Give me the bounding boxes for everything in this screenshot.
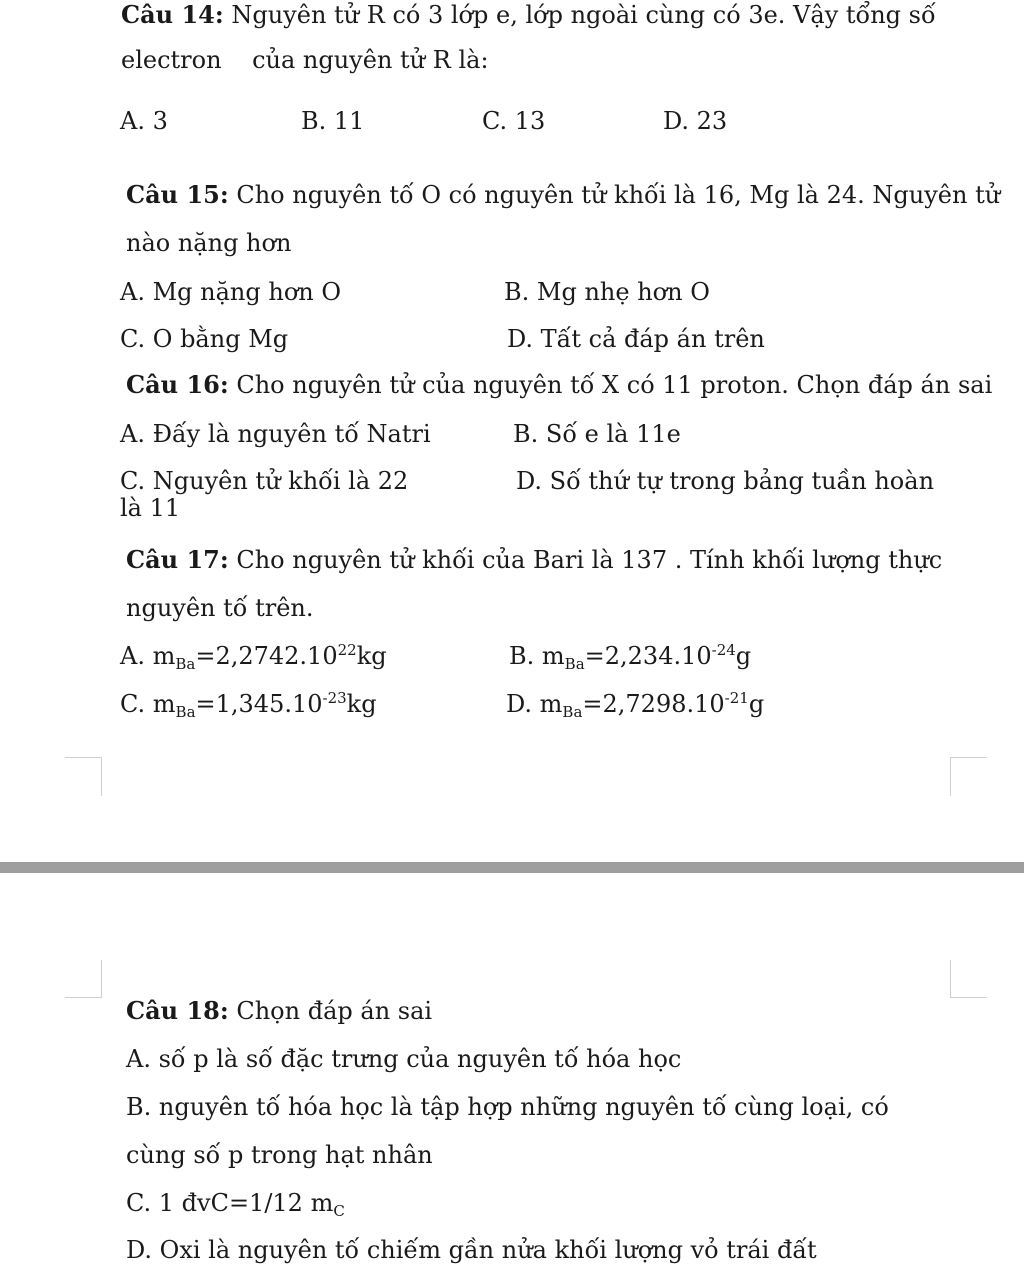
question-18-line-1 — [126, 996, 432, 1026]
question-14-line-1 — [121, 0, 936, 30]
margin-corner-marker — [950, 757, 987, 796]
question-18-option-d: D. Oxi là nguyên tố chiếm gần nửa khối lượng vỏ trái đất — [126, 1236, 817, 1264]
document-page-2 — [0, 873, 1024, 1280]
question-14-label: Câu 14: — [121, 0, 224, 29]
question-14-text: Nguyên tử R có 3 lớp e, lớp ngoài cùng có 3e. Vậy tổng số — [231, 1, 936, 29]
question-17-line-1 — [126, 545, 942, 575]
question-16-line-1 — [126, 370, 992, 400]
question-15-text: Cho nguyên tố O có nguyên tử khối là 16, Mg là 24. Nguyên tử — [236, 181, 1001, 209]
question-18-option-b-continuation: cùng số p trong hạt nhân — [126, 1141, 433, 1169]
question-15-option-d: D. Tất cả đáp án trên — [507, 325, 765, 353]
question-16-option-b: B. Số e là 11e — [513, 420, 681, 448]
page-separator — [0, 862, 1024, 873]
question-14-option-c: C. 13 — [482, 107, 546, 135]
margin-corner-marker — [65, 757, 102, 796]
question-16-option-a: A. Đấy là nguyên tố Natri — [120, 420, 431, 448]
margin-corner-marker — [65, 960, 102, 998]
question-16-option-c: C. Nguyên tử khối là 22 — [120, 467, 409, 495]
question-18-label: Câu 18: — [126, 996, 229, 1025]
margin-corner-marker — [950, 960, 987, 998]
question-16-text: Cho nguyên tử của nguyên tố X có 11 proton. Chọn đáp án sai — [236, 371, 993, 399]
question-17-line-2: nguyên tố trên. — [126, 594, 314, 622]
question-16-option-d: D. Số thứ tự trong bảng tuần hoàn — [516, 467, 935, 495]
question-15-option-b: B. Mg nhẹ hơn O — [504, 278, 710, 306]
question-17-option-c: C. $m_{Ba}=1,345.10^{-23}kg$ — [120, 689, 377, 721]
question-17-option-a: A. $m_{Ba}=2,2742.10^{22}kg$ — [120, 641, 387, 673]
question-18-option-a: A. số p là số đặc trưng của nguyên tố hóa học — [126, 1045, 682, 1073]
question-18-text: Chọn đáp án sai — [236, 997, 433, 1025]
question-14-line-2: electron của nguyên tử R là: — [121, 46, 489, 74]
question-15-line-1 — [126, 180, 1000, 210]
question-17-option-b: B. $m_{Ba}=2,234.10^{-24}g$ — [509, 641, 752, 673]
question-15-label: Câu 15: — [126, 180, 229, 209]
question-16-option-continuation: là 11 — [120, 494, 181, 522]
question-14-option-b: B. 11 — [301, 107, 365, 135]
question-14-option-d: D. 23 — [663, 107, 728, 135]
question-15-line-2: nào nặng hơn — [126, 229, 292, 257]
question-18-option-b: B. nguyên tố hóa học là tập hợp những nguyên tố cùng loại, có — [126, 1093, 889, 1121]
question-17-text: Cho nguyên tử khối của Bari là 137 . Tính khối lượng thực — [236, 546, 943, 574]
question-15-option-c: C. O bằng Mg — [120, 325, 289, 353]
question-17-option-d: D. $m_{Ba}=2,7298.10^{-21}g$ — [506, 689, 765, 721]
question-16-label: Câu 16: — [126, 370, 229, 399]
question-14-option-a: A. 3 — [120, 107, 168, 135]
question-17-label: Câu 17: — [126, 545, 229, 574]
question-15-option-a: A. Mg nặng hơn O — [120, 278, 342, 306]
question-18-option-c: C. 1 đvC=1/12 $m_C$ — [126, 1189, 345, 1220]
